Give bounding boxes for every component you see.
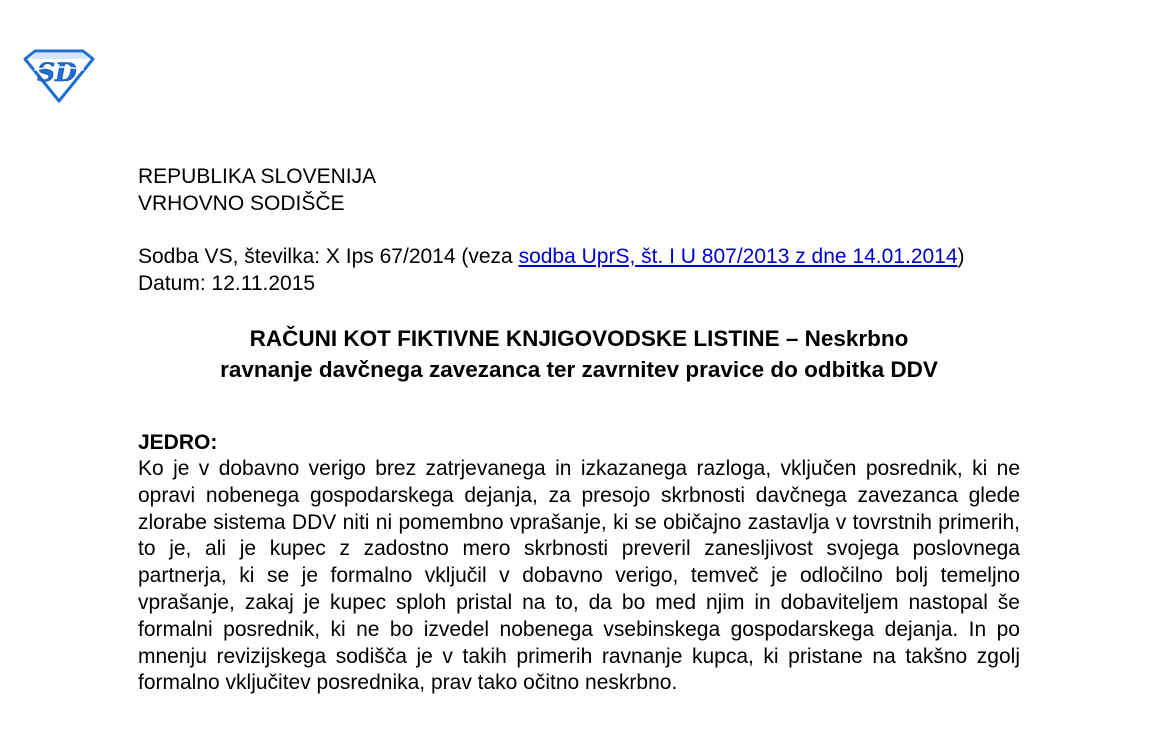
document-title [138,323,1020,385]
related-judgment-link[interactable]: sodba UprS, št. I U 807/2013 z dne 14.01.2014 [518,245,958,268]
case-reference-prefix: Sodba VS, številka: X Ips 67/2014 (veza [138,245,519,268]
case-reference-suffix: ) [957,245,965,268]
title-line-2: ravnanje davčnega zavezanca ter zavrnitev pravice do odbitka DDV [220,357,938,382]
document-body [138,163,1020,697]
case-reference [138,243,1020,270]
section-heading: JEDRO: [138,431,218,454]
decision-date: Datum: 12.11.2015 [138,272,316,295]
section-paragraph: Ko je v dobavno verigo brez zatrjevanega in izkazanega razloga, vključen posrednik, ki ne opravi nobenega gospodarskega dejanja, za presojo skrbnosti davčnega zavezanca glede zlorabe sistema DDV niti ni pomembno vprašanje, ki se običajno zastavlja v tovrstnih primerih, to je, ali je kupec z zadostno mero skrbnosti preveril zanesljivost svojega poslovnega partnerja, ki se je formalno vključil v dobavno verigo, temveč je odločilno bolj temeljno vprašanje, zakaj je kupec sploh pristal na to, da bo med njim in dobaviteljem nastopal še formalni posrednik, ki ne bo izvedel nobenega vsebinskega gospodarskega dejanja. In po mnenju revizijskega sodišča je v takih primerih ravnanje kupca, ki pristane na takšno zgolj formalno vključitev posrednika, prav tako očitno neskrbno. [138,457,1020,695]
title-line-1: RAČUNI KOT FIKTIVNE KNJIGOVODSKE LISTINE – Neskrbno [249,326,909,351]
country-heading: REPUBLIKA SLOVENIJA [138,165,377,188]
sd-logo-icon [22,48,96,104]
court-heading: VRHOVNO SODIŠČE [138,192,345,215]
logo-letters: SD [37,58,77,87]
